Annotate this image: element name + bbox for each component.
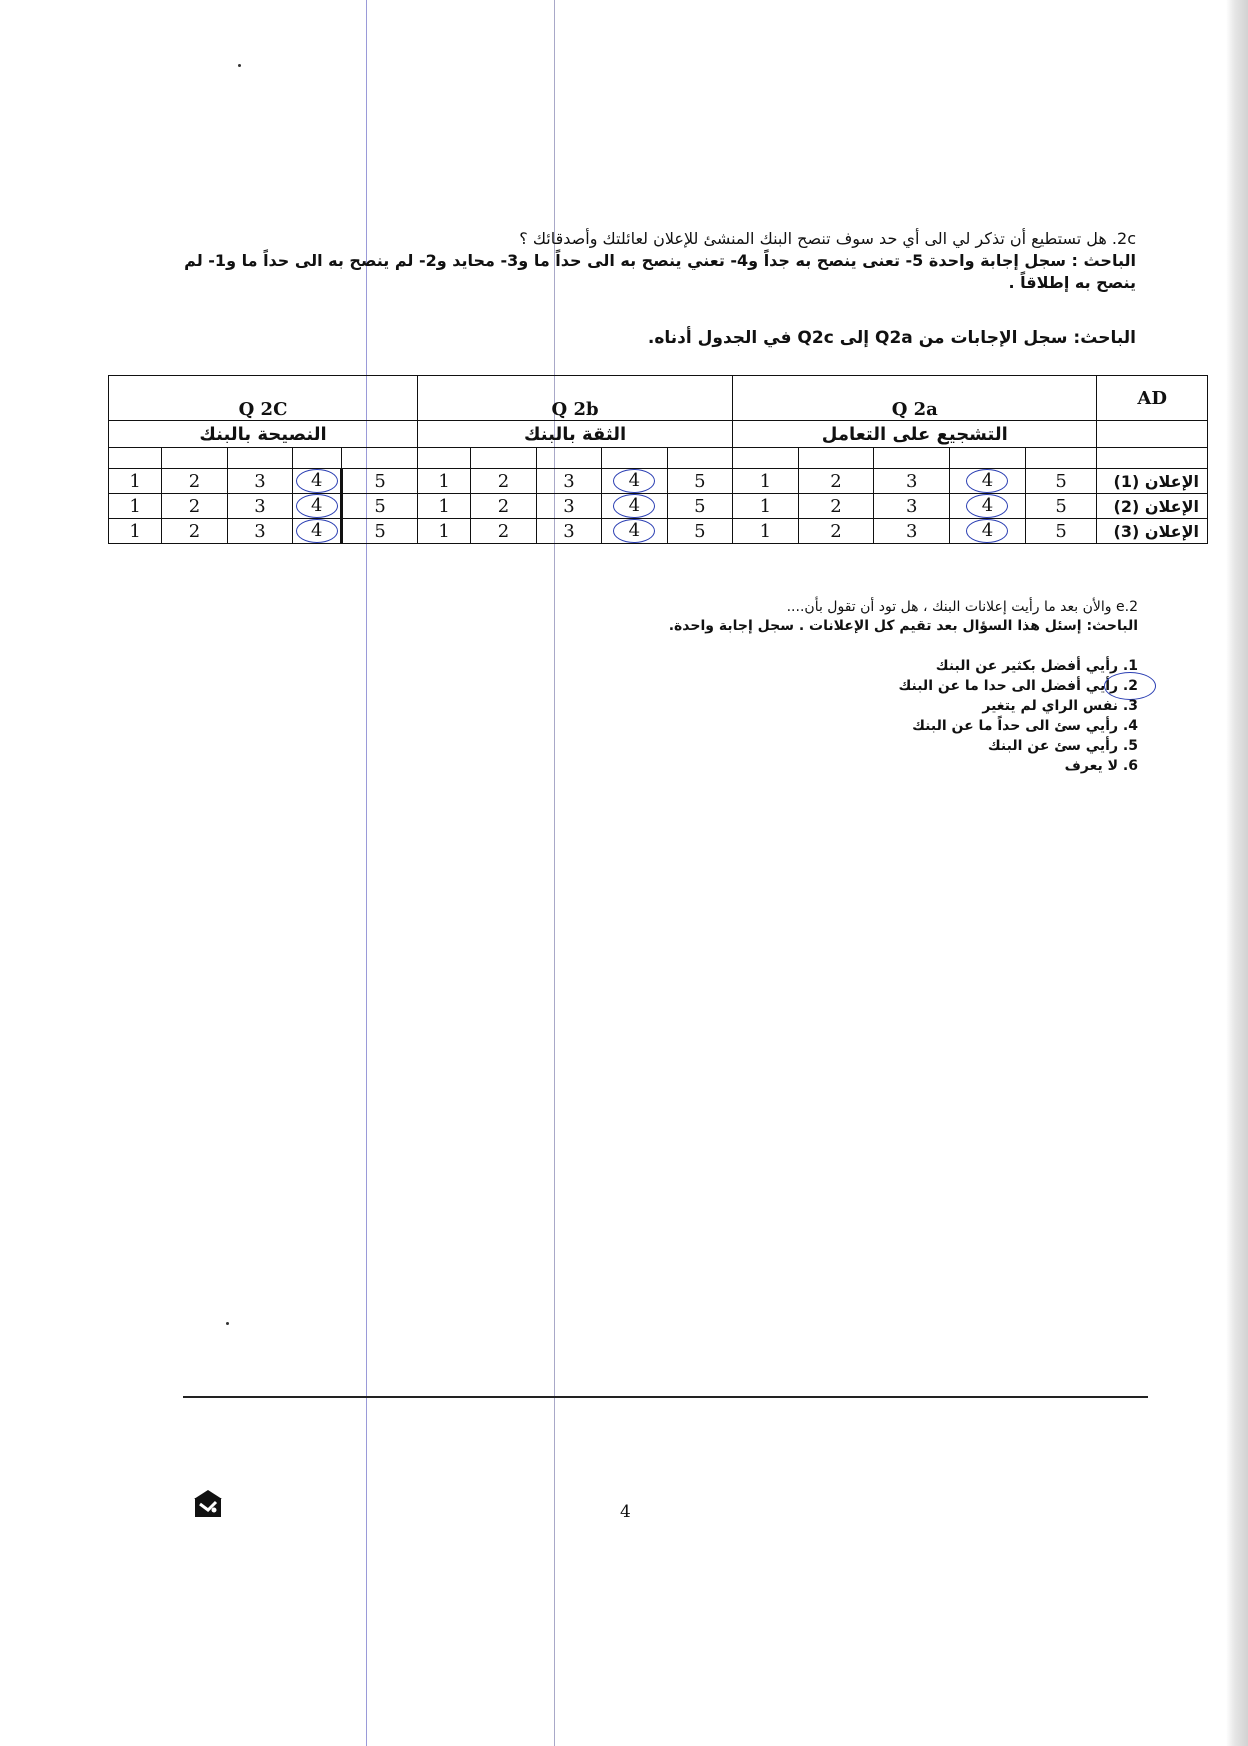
circled-answer: 4 [296,519,338,543]
q2b-option-1[interactable]: 1 [418,519,471,544]
circled-answer: 4 [296,469,338,493]
circled-answer: 4 [966,519,1008,543]
label-encourage: التشجيع على التعامل [733,421,1097,448]
q2b-option-5[interactable]: 5 [667,519,732,544]
q2c-option-2[interactable]: 2 [162,519,227,544]
q2c-option-3[interactable]: 3 [227,494,292,519]
q2b-option-3[interactable]: 3 [536,519,601,544]
option-3[interactable]: 3. نفس الراي لم يتغير [982,698,1138,714]
header-q2c: Q 2C [109,376,418,421]
footer-rule [183,1396,1148,1398]
option-6[interactable]: 6. لا يعرف [1064,758,1138,774]
page-number: 4 [620,1502,631,1522]
q2b-option-4[interactable] [602,494,667,519]
q2c-option-4[interactable] [293,469,342,494]
table-row [109,469,1208,494]
answer-options [738,656,1138,776]
header-ad: AD [1097,376,1208,421]
label-trust: الثقة بالبنك [418,421,733,448]
header-q2b: Q 2b [418,376,733,421]
q2a-option-2[interactable]: 2 [798,494,874,519]
circled-answer: 4 [296,494,338,518]
q2b-option-5[interactable]: 5 [667,494,732,519]
q2a-option-1[interactable]: 1 [733,469,798,494]
q2a-option-3[interactable]: 3 [874,469,950,494]
q2a-option-1[interactable]: 1 [733,519,798,544]
q2b-option-5[interactable]: 5 [667,469,732,494]
circled-answer: 4 [613,469,655,493]
question-2e [438,598,1138,636]
circled-answer: 4 [966,469,1008,493]
q2a-option-5[interactable]: 5 [1025,469,1097,494]
q2b-option-3[interactable]: 3 [536,469,601,494]
q2a-option-2[interactable]: 2 [798,469,874,494]
q2c-option-5[interactable]: 5 [342,469,418,494]
record-instruction: الباحث: سجل الإجابات من Q2a إلى Q2c في الجدول أدناه. [647,328,1136,348]
q2b-option-2[interactable]: 2 [471,519,536,544]
q2c-option-1[interactable]: 1 [109,519,162,544]
option-2[interactable] [738,676,1138,696]
q2c-option-4[interactable] [293,519,342,544]
q2a-option-3[interactable]: 3 [874,519,950,544]
option-1[interactable]: 1. رأيي أفضل بكثير عن البنك [935,658,1138,674]
option-5[interactable]: 5. رأيي سئ عن البنك [987,738,1138,754]
q2b-option-3[interactable]: 3 [536,494,601,519]
label-advice: النصيحة بالبنك [109,421,418,448]
q2a-option-4[interactable] [950,469,1026,494]
ad-label: الإعلان (3) [1097,519,1208,544]
q2c-option-5[interactable]: 5 [342,494,418,519]
q2b-option-2[interactable]: 2 [471,494,536,519]
q2a-option-4[interactable] [950,494,1026,519]
q2c-option-4[interactable] [293,494,342,519]
q2a-option-5[interactable]: 5 [1025,494,1097,519]
ad-label: الإعلان (1) [1097,469,1208,494]
question-2e-text: 2.e والأن بعد ما رأيت إعلانات البنك ، هل تود أن تقول بأن.... [786,599,1138,615]
q2a-option-3[interactable]: 3 [874,494,950,519]
q2c-option-1[interactable]: 1 [109,494,162,519]
speck [238,64,241,67]
q2c-option-2[interactable]: 2 [162,494,227,519]
page-edge-shadow [1226,0,1248,1746]
circled-answer: 4 [966,494,1008,518]
option-2-label: 2. رأيي أفضل الى حدا ما عن البنك [898,678,1138,694]
company-logo-icon [194,1490,222,1518]
q2c-option-5[interactable]: 5 [342,519,418,544]
response-table [108,375,1208,544]
q2b-option-1[interactable]: 1 [418,469,471,494]
q2a-option-4[interactable] [950,519,1026,544]
question-2c-text: 2c. هل تستطيع أن تذكر لي الى أي حد سوف تنصح البنك المنشئ للإعلان لعائلتك وأصدقائك ؟ [519,229,1136,248]
question-2c-instruction-cont: ينصح به إطلاقاً . [1008,273,1136,292]
q2c-option-3[interactable]: 3 [227,519,292,544]
table-row [109,519,1208,544]
question-2c [176,228,1136,294]
question-2e-instruction: الباحث: إسئل هذا السؤال بعد تقيم كل الإعلانات . سجل إجابة واحدة. [668,618,1138,634]
circled-answer: 4 [613,494,655,518]
q2a-option-1[interactable]: 1 [733,494,798,519]
table-row [109,494,1208,519]
speck [226,1322,229,1325]
option-4[interactable]: 4. رأيي سئ الى حداً ما عن البنك [912,718,1138,734]
q2b-option-4[interactable] [602,469,667,494]
header-q2a: Q 2a [733,376,1097,421]
circled-answer: 4 [613,519,655,543]
question-2c-instruction: الباحث : سجل إجابة واحدة 5- تعنى ينصح به جداً و4- تعني ينصح به الى حداً ما و3- محايد و2- لم ينصح به الى حداً ما و1- لم [184,251,1136,270]
q2c-option-2[interactable]: 2 [162,469,227,494]
q2b-option-4[interactable] [602,519,667,544]
blank-cell [1097,421,1208,448]
q2c-option-1[interactable]: 1 [109,469,162,494]
q2b-option-2[interactable]: 2 [471,469,536,494]
q2a-option-5[interactable]: 5 [1025,519,1097,544]
ad-label: الإعلان (2) [1097,494,1208,519]
q2c-option-3[interactable]: 3 [227,469,292,494]
q2b-option-1[interactable]: 1 [418,494,471,519]
q2a-option-2[interactable]: 2 [798,519,874,544]
